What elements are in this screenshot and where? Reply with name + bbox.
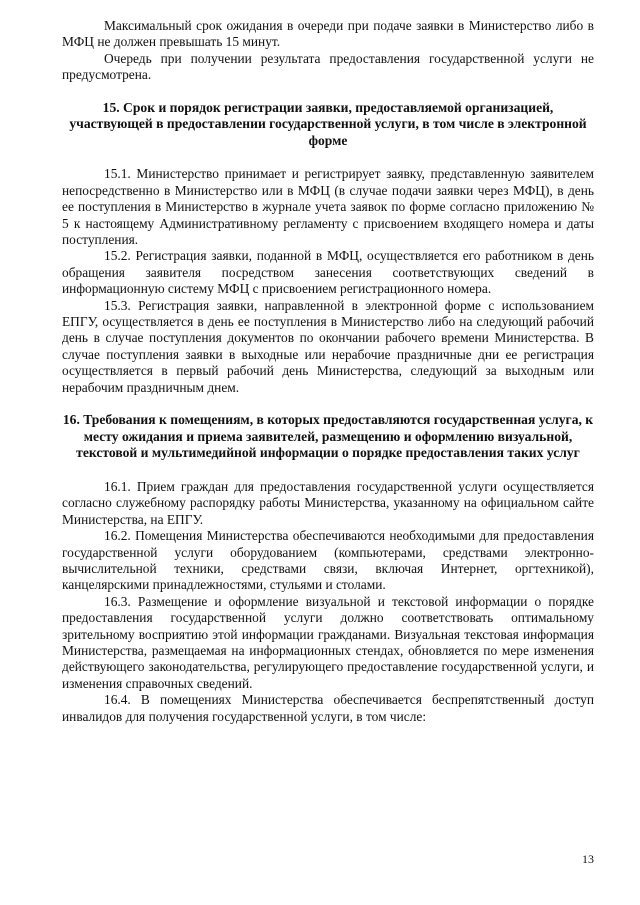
paragraph-15-1: 15.1. Министерство принимает и регистрирует заявку, представленную заявителем непосредственно в Министерство или в МФЦ (в случае подачи заявки через МФЦ), в день ее поступления в Министерство в журнале учета заявок по форме согласно приложению № 5 к настоящему Административному регламенту с присвоением входящего номера и даты поступления. bbox=[62, 166, 594, 248]
paragraph-result-queue: Очередь при получении результата предоставления государственной услуги не предусмотрена. bbox=[62, 50, 594, 83]
paragraph-16-3: 16.3. Размещение и оформление визуальной и текстовой информации о порядке предоставления государственной услуги должно соответствовать оптимальному зрительному восприятию этой информации гражданами. Визуальная текстовая информация Министерства, размещаемая на информационных стендах, обновляется по мере изменения действующего законодательства, регулирующего предоставление государственной услуги, и изменения справочных сведений. bbox=[62, 593, 594, 691]
paragraph-16-4: 16.4. В помещениях Министерства обеспечивается беспрепятственный доступ инвалидов для получения государственной услуги, в том числе: bbox=[62, 692, 594, 724]
page-number: 13 bbox=[582, 852, 594, 866]
paragraph-waiting-time: Максимальный срок ожидания в очереди при подаче заявки в Министерство либо в МФЦ не должен превышать 15 минут. bbox=[62, 18, 594, 50]
section-15-heading: 15. Срок и порядок регистрации заявки, предоставляемой организацией, участвующей в предоставлении государственной услуги, в том числе в электронной форме bbox=[69, 99, 587, 148]
section-16-heading: 16. Требования к помещениям, в которых предоставляются государственная услуга, к месту ожидания и приема заявителей, размещению и оформлению визуальной, текстовой и мультимедийной информации о порядке предоставления таких услуг bbox=[62, 412, 594, 461]
paragraph-16-1: 16.1. Прием граждан для предоставления государственной услуги осуществляется согласно служебному распорядку работы Министерства, указанному на официальном сайте Министерства, на ЕПГУ. bbox=[62, 478, 594, 527]
paragraph-15-2: 15.2. Регистрация заявки, поданной в МФЦ, осуществляется его работником в день обращения заявителя посредством занесения соответствующих сведений в информационную систему МФЦ с присвоением регистрационного номера. bbox=[62, 248, 594, 297]
document-page bbox=[62, 18, 594, 725]
paragraph-15-3: 15.3. Регистрация заявки, направленной в электронной форме с использованием ЕПГУ, осуществляется в день ее поступления в Министерство либо на следующий рабочий день в случае поступления документов по окончании рабочего времени Министерства. В случае поступления заявки в выходные или нерабочие праздничные дни ее регистрация осуществляется в первый рабочий день Министерства, следующий за выходным или нерабочим праздничным днем. bbox=[62, 297, 594, 395]
paragraph-16-2: 16.2. Помещения Министерства обеспечиваются необходимыми для предоставления государственной услуги оборудованием (компьютерами, средствами электронно-вычислительной техники, средствами связи, включая Интернет, оргтехникой), канцелярскими принадлежностями, стульями и столами. bbox=[62, 528, 594, 593]
